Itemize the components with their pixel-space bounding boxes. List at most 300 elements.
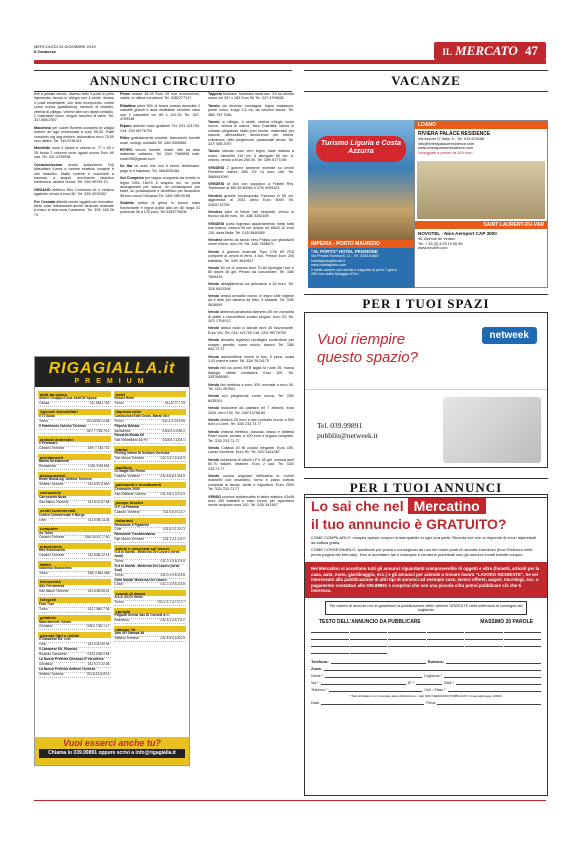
rigagialla-category: giornali libri e riviste [38,632,111,638]
hotel2-web: www.hotelalporto.com [311,263,347,268]
rigagialla-footer-cta: Vuoi esserci anche tu? [63,738,161,748]
classified-ad-lead: Vendo [208,394,220,399]
entry-town: San Mauro Torinese [39,588,69,593]
rigagialla-entry-detail [38,483,111,488]
rigagialla-box [34,356,190,766]
classified-ad-text: noce 4 ripiani e vetrina m. 77 x 45 x 35 fondo 2 colonne noce uguali nuove Euro 60 cad. Tel. 347-4709938 [34,146,114,160]
mercatino-p2: COME CONSEGNARLO: spediscilo per posta o consegnalo ad uno dei nostri punti di raccolta inserzioni (trovi l'indirizzo nella prima pagina del Mercato). Non si accettano fax o fotocopie e verranno pubblicati solo gli annunci inviati tramite coupon. [311,547,533,557]
classified-ad [208,294,294,307]
rigagialla-category: Agenzie Immobiliari [38,409,111,415]
hotel1-note: Noleggiate a partire da 500 euro [418,151,473,156]
classified-ad [208,406,294,415]
rigagialla-entry-detail [38,501,111,506]
classified-ad-lead: RITIRO [120,148,133,153]
section-title-circuito: ANNUNCI CIRCUITO [34,70,292,92]
classified-ad [208,495,294,508]
paper-name: Il Canavese [34,49,57,54]
word-cell[interactable] [350,648,388,654]
classified-ad [208,250,294,263]
tag-saint-laurent: SAINT LAURENT-DU-VAR [415,221,547,229]
classified-ad-text: bici pieghevole come nuova. Tel. 339/ 8435201 [208,394,294,403]
word-cell[interactable] [465,634,503,640]
rigagialla-category: arredamenti [38,454,111,460]
word-cell[interactable] [388,627,426,633]
entry-town: San Mauro Torinese [114,537,144,542]
field-firma[interactable] [437,700,541,705]
classified-ad-lead: Vendo [208,382,220,387]
rigagialla-entry-detail [38,590,111,595]
classified-ad-lead: Tappeto [208,92,223,96]
entry-town: Torino [114,400,124,405]
classified-ad-text: rotondo noce vero legno, base intarsio a mano, diametro 110 cm. 6 allungato 80 cm. a, chiedo, vendo a Euro 250,00. Tel. 339/ 6177198 [208,149,294,163]
tag-imperia: IMPERIA - PORTO MAURIZIO [308,240,414,248]
classified-ad-lead: Ribaltina [120,103,136,108]
entry-town: Brandizzo [114,618,130,623]
classified-ad [208,210,294,219]
entry-town: San Raffaele Cimena [114,491,146,496]
entry-name: As Torco [39,530,54,535]
rigagialla-footer [35,737,189,765]
entry-name: Costruzioni Edili Geom. Maran Sne [114,413,170,418]
classified-ad [208,120,294,146]
classified-ad [208,366,294,379]
classified-ad [208,383,294,392]
classified-ad-text: antiche radio grafiche! Tel. 031 421700. Cell. 339 96776793 [120,124,200,133]
entry-name: Naturalmente Gelato [39,619,72,624]
classified-ad [208,394,294,403]
entry-town: Cassino Torinese [39,446,65,451]
entry-town: Ciriè [39,642,46,647]
field-nome[interactable] [325,673,422,678]
entry-town: San Mauro Torinese [39,499,69,504]
classified-ad-lead: Se Hai [120,164,133,169]
entry-name: Filipello Edilizia [114,423,140,428]
word-cell[interactable] [388,634,426,640]
classified-ad-text: per cucire Borletti completa di valigia motore ad ago revisionata a euro 55,00. Piatti completo zig zag motore, automatica euro 75,00 vero affare. Tel. 349.5781411 [34,125,114,144]
device-illustration [443,397,541,463]
classified-ad-text: marea 38-39 Euro 25 non economiche, valide, in ottime condizioni Tel. 3283277147 [120,92,200,101]
classified-ad-lead: Stufetta [120,201,134,206]
entry-name: Foto Toro [39,601,55,606]
hotel-ads [414,120,548,288]
entry-town: Cirioli [114,582,123,587]
rigagialla-category: abiti da sposa [38,391,111,397]
classified-ad [208,282,294,291]
entry-phone: 0118.8.1.15.8.1 [162,438,185,443]
classified-ad-text: antica di ghisa in buono stato funzionante e legna pulita alta cm 80 larga 31 profonda 48 a 120 euro. Tel.3353776808 [120,201,200,214]
classified-ad-lead: Ritiro [120,136,130,141]
hotel2-price: 250 euro dalla Spiaggia d'Oro [311,272,359,277]
entry-phone: 011.9.86.12.14 [87,553,110,558]
mercatino-privacy-note: * Dati obbligatori per procedere alla pubblicazione. I dati NON VERRANNO PUBBLICATI in base alla legge 196/03. [349,693,503,698]
entry-name: 3dm Srl Stampa 3d [114,631,145,635]
classified-ad-lead: Vendo [208,338,220,343]
mercatino-max-words: MASSIMO 20 PAROLE [480,618,533,625]
word-cell[interactable] [427,627,465,633]
netweek-tel: Tel. 039.99891 [317,421,363,430]
rigagialla-footer-contact: Chiama lo 039.99891 oppure scrivi a info@rigagialla.it [39,749,185,758]
field-rubrica[interactable] [446,659,541,664]
classified-ad-lead: Mobiletto [34,146,51,151]
hotel3-address: 40, Avenue de Verdun [418,236,456,241]
rigagialla-entry-detail [114,439,187,444]
classified-ad-text: chitarra 20 euro e sax contralto nuovo a 500 euro a Cinet. Tel. 333/ 233.73.77 [208,417,294,427]
classified-ad [208,355,294,364]
classified-ad-text: grande enciclopedia Treccani in 56 vol. aggiornata al 2011 anno Euro 5000 Tel. 328/5719795 [208,193,294,207]
entry-name: Il Patrimonio Calsino Torinese [39,423,87,428]
entry-phone: 011.8.9.5.0.8.6.9 [160,635,185,640]
entry-phone: 011.9.1.3.8.7.5.2 [160,618,185,623]
classified-ad [34,200,114,218]
classified-ad-lead: Macchina [34,125,51,130]
entry-town: Cassino Torinese [39,553,65,558]
entry-name: Atelier Chuppo Il Due Abiti De Sposa [39,396,97,400]
entry-phone: 011.8.98.08.21 [87,588,110,593]
field-rubrica-label: Rubrica: [427,658,444,664]
entry-phone: 011.8.6.6.1.8.6.9 [160,473,185,478]
mercatino-line2: il tuo annuncio è GRATUITO? [311,516,507,532]
word-cell[interactable] [311,648,349,654]
entry-town: Alcibanese [114,428,131,433]
entry-name: La Nuova Periferia Chivasso E Vercellese [39,657,104,661]
liguria-banner-title: Turismo Liguria e Costa Azzurra [316,136,406,162]
entry-phone: 011.9.2.1.8.0.3 [163,527,185,532]
rigagialla-entry-detail [114,511,187,516]
word-cell[interactable] [465,641,503,647]
field-via-label: Via * [311,680,319,685]
word-cell[interactable] [311,641,349,647]
rigagialla-entry-detail [114,601,187,606]
field-citta[interactable] [456,680,541,685]
classified-column-3 [208,92,294,798]
entry-town: Rovasenda [39,464,56,469]
classified-ad-lead: Vendo [208,266,220,270]
entry-town: Torino [39,571,48,576]
entry-name: Resort Hotel [114,396,135,400]
field-telefono[interactable] [331,659,426,664]
word-cell[interactable] [311,627,349,633]
field-zona-label: Zona: [311,665,322,671]
classified-ad [208,430,294,443]
tag-loano: LOANO [415,121,547,129]
hotel2-mail: hotelalporto@email.it [311,258,345,263]
rigagialla-entry-detail [38,536,111,541]
rigagialla-entry-detail [38,673,111,678]
classified-ad-lead: Vendo [208,417,220,422]
entry-town: Torino [39,606,48,611]
classified-ad-text: cuscino antidecubito in latice elastico 43x46 euro 100 trattabili e vaso nuovo per sgombero vendo acquisto euro 100. Tel. 015/ 541567 [208,494,294,508]
classified-ad [34,188,114,197]
field-data[interactable] [321,700,425,705]
rigagialla-category: panificio [114,464,187,470]
rigagialla-category: computer [38,526,111,532]
classified-ad [208,104,294,117]
entry-name: Il Canavese Ed. Crin [39,637,71,642]
hotel2-address: Via Privata Ramboldi, 13 - Tel. 0183.64867 [311,254,380,259]
classified-ad-text: cucina angolare bellissima in rovere massello con lavandino, forno e piano cottura completa di tavolo, sedie e frigorifero. Euro 2500 Tel. 333/ 233.73.77 [208,474,294,492]
classified-ad-lead: Vendo [208,474,220,479]
classified-ad-text: da fervmar montagna, legno massiccio, piede unico, luogo 1,5 mt, da veranni vendo. Tel. 380/ 793 7084 [208,103,294,117]
rigagialla-entry-detail [38,554,111,559]
netweek-logo: netweek [482,327,537,344]
classified-ad-text: bici da uomo MTB taglia M ruote 26, marca Italjogo, ottime condizioni. Euro 100. Tel. 3357689960 [208,366,294,380]
liguria-banner [308,120,414,288]
hotel3-name: NOVOTEL - Nice Aeroport CAP 3000 [418,230,497,236]
classified-ad [208,92,294,101]
rigagialla-entry-detail [38,625,111,630]
classified-ad [120,104,200,122]
classified-ad-lead: Vendo [208,310,220,315]
entry-name: Ristorante Trecaborbasso [114,532,156,537]
classified-ad [120,148,200,161]
entry-town: Cassino Torinese [39,535,65,540]
entry-name: Carrozzeria Nizza [39,494,67,499]
classified-ad [208,194,294,207]
word-cell[interactable] [504,634,542,640]
mercatino-text-label: TESTO DELL'ANNUNCIO DA PUBBLICARE [319,618,421,625]
rigagialla-entry-detail [114,637,187,642]
header-left [34,44,96,54]
word-cell[interactable] [350,641,388,647]
entry-town: Settimo Torinese [39,481,64,486]
classified-ad-text: al box con soppalco a Fratelli Rey. Telefonare al 380 69 60083 o 379/ 9495123. [208,181,294,191]
classified-ad-text: Collana 20 fili corallo elegante, Euro 150. Lanaz lunchese. Euro 90. Tel. 320/ 1611487 [208,446,294,455]
classified-ad-text: chitarra elettrica, classica, basso e batteria Pearl nuove, privato, a 100 euro e organo completo. Tel. 333/ 233.73.77 [208,429,294,443]
netweek-mail: pubblin@netweek.it [317,431,378,440]
hotel2-name: "AL PORTO" HOTEL PENSIONE [311,249,378,254]
classified-ad-lead: Vendo [208,282,220,287]
classified-ad-text: automobiline nuove in box, 5 pezzi, scala 1:43 marche varie. Tel. 334/ 9124175 [208,354,294,363]
classified-ad-text: ampio armadio nuovo in legno stile inglese da 6 ante per camera da letto, 4 cassetti. Tel. 339/ 5816849 [208,294,294,307]
classified-ad-lead: Tavolo [208,120,220,125]
hotel1-name: RIVIERA PALACE RESIDENCE [418,131,491,137]
classified-ad-lead: Vendo [208,249,220,254]
entry-phone: 011.0.1.9.6.2.6.8 [160,558,185,563]
classified-ad-lead: VENDO [208,494,222,499]
entry-town: Torino [114,418,124,423]
entry-town: Torino [114,558,124,563]
entry-phone: 011.9.17.32.05 [87,661,110,666]
rigagialla-entry-detail [38,465,111,470]
rigagialla-category: fotografi [38,597,111,603]
brand-name: MERCATO [455,43,518,58]
classified-ad-lead: VENDESI [208,221,225,226]
hotel3-tel: Tel. + 33 (0) 4 93 19 55 55 [418,241,463,246]
hotel1-mail: info@rivierapalaceresidence.com [418,141,475,146]
netweek-contacts [317,421,378,441]
field-firma-label: Firma [426,700,436,705]
entry-name: Centro Commerciale Il Borgo [39,512,85,517]
section-title-vacanze: VACANZE [304,70,548,92]
word-cell[interactable] [504,641,542,647]
hotel1-web: www.rivierapalaceresidence.com [418,146,474,151]
entry-name: G.d.m Sanità - Medicina Del Lavoro (Ivrea Nord) [114,550,180,559]
classified-ad [208,149,294,162]
classified-ad-lead: VENDESI [208,165,225,170]
entry-phone: 0161.9.89.804 [88,464,110,469]
rigagialla-entry-detail [114,402,187,407]
header-rule [34,60,546,64]
hotel1-photo [417,161,545,219]
classified-ad [208,238,294,247]
entry-phone: 011.6155.24.66 [86,418,110,423]
entry-town: San Mauro Torinese [114,456,144,461]
word-cell[interactable] [311,634,349,640]
classified-ad-lead: Vendo [208,457,220,462]
rigagialla-entry-detail [114,475,187,480]
classified-ad [208,266,294,279]
classified-ad-lead: VENDESI [208,181,225,186]
field-telefono-label: Telefono: [311,658,329,664]
classified-ad-lead: Tavolo [208,103,220,108]
classified-ad [34,92,114,123]
rigagialla-entry-detail [38,402,111,407]
entry-name: Il Ti Guido [39,413,56,418]
rigagialla-entry-detail [38,519,111,524]
classified-ad-text: vecchi fumetti, riviste, libri ed altro materiale cartaceo. Tel. 334/ 7665698 mail: rosle195@gmail.com [120,148,200,161]
entry-name: La Nuova Periferia Settimo Torinese [39,666,96,671]
rigagialla-sub: PREMIUM [74,377,150,385]
brand-prefix: IL [442,47,452,57]
classified-ad-text: un auto che non ti serve, telefonami, pago in il trapasso. Tel. 3664939184 [120,164,200,173]
entry-phone: 011.8.02.6.63.5 [86,671,110,676]
entry-phone: 011.9.8.0.0.3.7 [163,509,185,514]
section-title-spazi: PER I TUOI SPAZI [304,294,548,314]
classified-ad-text: porta ingresso appartamento metà tutta sub bianco, misura 90 cm. ampio mt 180x2,12 euro 130, dima Bella. Tel. 015/ 8460555 [208,221,294,235]
word-cell[interactable] [427,641,465,647]
rigagialla-entry-detail [38,572,111,577]
entry-phone: 011.7.860.7.36 [87,606,110,611]
classified-ad [120,124,200,133]
entry-name: Ristorante Il Figadello [114,522,149,527]
rigagialla-entry-detail [114,493,187,498]
classified-ad-lead: Vendesi [208,193,222,198]
entry-town: San Sebastiano Da Po [114,438,148,443]
classified-ad [208,166,294,179]
entry-phone: 011.0.2.2.0.4.8.3 [160,456,185,461]
entry-name: O.F. La Fiamma [114,504,139,509]
classified-ad-text: collezione di dischi LP e 45 giri, musica anni 60-70 italiani, stranieri. Euro 2 cad. Tel. 333/ 233.73.77 [208,457,294,471]
entry-phone: 011.8.87.8.690 [87,481,110,486]
classified-ad-text: 4 gomme invernali Toyo 175/ 60 R15 complete di cerchi in ferro, 4 fori. Prezzo Euro 200 trattabile. Tel. 349/ 3642837 [208,249,294,263]
entry-phone: 011.9.8.1.3.0.0.9 [160,491,185,496]
classified-column-2 [120,92,200,217]
classified-ad [120,164,200,173]
classified-ad-lead: Vendesi [208,209,222,214]
rigagialla-category: stampe 3d [114,626,187,632]
classified-ad-lead: Per Cessata [34,199,56,204]
entry-name: Feeling Intimo Di Schiavo Veronica [114,451,170,456]
classified-ad-lead: ORGANO [34,187,51,192]
classified-ad-text: primi 900 di forma mossa decorata 2 cassetti grandi e anta ribaltabile cerniere vano con 4 cassettini cm 89 x 102.53 Tel. 347-4709938 [120,103,200,122]
entry-phone: 349/ 7.738.702 [87,446,110,451]
hotel3-web: www.novotel.com [418,246,448,251]
field-data-label: Data [311,700,319,705]
netweek-ad [304,312,548,468]
entry-name: Riccardo Binda Srl [114,433,144,438]
entry-name: Pogoun Servizi Sas Di Carnelli & C. [114,613,170,618]
rigagialla-category: intimo [114,446,187,452]
entry-phone: 011.4.3.20.5.95 [162,418,185,423]
classified-ad-text: bile a pedale vendo: diverso letto 3 posti in pelle rigenerata, tavolo in ciliegio con 4 sedie, divano 3 posti sfoderabile, con letto incorporato, volete come nuova (parabolica), tavolino di cristallo, vetrina di ciliegio, vetrine alte con ripiani cristallo, 2 materassi nuovi, singoli, tavolino di vetro. Tel. 347-558.2057 [34,92,114,123]
entry-name: Il Canavese Ed. Rivarolo [39,647,78,652]
classified-ad [34,146,114,159]
field-cell[interactable] [448,687,541,692]
classified-ad-lead: Vendo [208,366,220,371]
hotel1-address: Via Azzurri D' Italia, 9 - Tel. 019 674188 [418,136,485,141]
field-n[interactable] [416,680,442,685]
entry-name: Ceramiche 2000 [114,486,140,491]
classified-ad-text: gratuitamente monete, francobolli, fumetti usati, orologi, soldatini Tel. 340/ 6606861 [120,136,200,145]
mercatino-logo: Mercatino [408,498,486,514]
word-cell[interactable] [350,634,388,640]
classified-ad-lead: Riparo [120,124,132,129]
entry-name: Alto Ferramenta [39,583,65,588]
classified-ad [208,474,294,492]
entry-town: Ciriè [114,527,122,532]
rigagialla-category: gelaterie [38,615,111,621]
entry-name: A.s.d. All Di Vento [114,595,143,600]
entry-town: Calusa [39,400,50,405]
word-cell[interactable] [427,634,465,640]
classified-ad [208,222,294,235]
field-via[interactable] [321,680,406,685]
word-cell[interactable] [350,627,388,633]
rigagialla-category: ferramenta [38,579,111,585]
rigagialla-column-left [38,389,111,678]
rigagialla-category: centri commerciali [38,508,111,514]
classified-ad-lead: Tavolo [208,149,220,154]
rigagialla-category: assicurazioni [38,472,111,478]
entry-phone: 011.0.1.9.6.2.6.8 [160,572,185,577]
entry-town: Cassino Torinese [114,509,140,514]
field-telefono2[interactable] [329,687,422,692]
rigagialla-category: spurghi [114,608,187,614]
classified-ad-text: stereo da tavolo nero Philips con giradischi come nuovo, euro 90. Tel. 346/ 7656671 [208,237,294,247]
field-zona[interactable] [324,666,541,671]
classified-ad-text: antenna parabolica diametro 80 cm completa di staffe e convertitore zodiac singolo. euro 20. Tel. 347/ 2704013 [208,310,294,324]
entry-town: Torino [114,600,124,605]
word-grid [305,626,547,655]
rigagialla-category: pompe funebri [114,500,187,506]
word-cell[interactable] [465,627,503,633]
classified-ad [120,136,200,145]
field-citta-label: Città * [443,680,454,685]
entry-name: G.d.m Sanità - Medicina Del Lavoro (Ivrea Sud) [114,563,180,572]
entry-town: Torino [114,572,124,577]
classified-ad [120,176,200,198]
field-cognome[interactable] [444,673,541,678]
page-number: 47 [525,43,538,58]
entry-phone: 334/ 34.61.77.60 [84,535,110,540]
classified-ad-text: 2 gomme antineve montate su cerchi Firestone misure 165/ 70/ 14 euro 160. Tel. 3665943090 [208,165,294,179]
entry-phone: 011.9.98.14.36 [87,517,110,522]
classified-ad-text: bukhara- turkestan metà sec. XX su sfondo rosso cm 257 x 183 Euro 90 Tel. 347-4709838 [208,92,294,101]
rigagialla-category: carrozzerie [38,490,111,496]
mercatino-p1: COME COMPILARLO: compila questo coupon in stampatello in ogni sua parte. Ricorda che non si risponde di errori dipendenti da cattiva grafia. [311,535,537,545]
rigagialla-entry-detail [38,447,111,452]
mercatino-coupon [304,494,548,796]
rigagialla-entry-detail [114,619,187,624]
rigagialla-category: hotel [114,391,187,397]
word-cell[interactable] [504,627,542,633]
section-title-annunci: PER I TUOI ANNUNCI [304,478,548,498]
rigagialla-title: RIGAGIALLA.it [48,359,176,377]
rigagialla-entry-detail [114,457,187,462]
mercatino-red-notice: Nel Mercatino si accettano tutti gli annunci riguardanti compravendite di oggetti e altro (fumetti, articoli per la casa, auto, moto, giardinaggio, ecc.) e gli annunci per aziende a trovare lavoro "LAVORO RICHIESTE". Se sei interessato alla pubblicazione di altri tipi di annunci ad esempio case, lavoro offerte, auguri, necrologi, ecc. a pagamento contattaci allo 039.99891 e scoprirai che con una piccola cifra potrai pubblicare ciò che ti interessa. [305,562,547,598]
word-cell[interactable] [388,641,426,647]
rigagialla-category: scuole di danza [114,590,187,596]
